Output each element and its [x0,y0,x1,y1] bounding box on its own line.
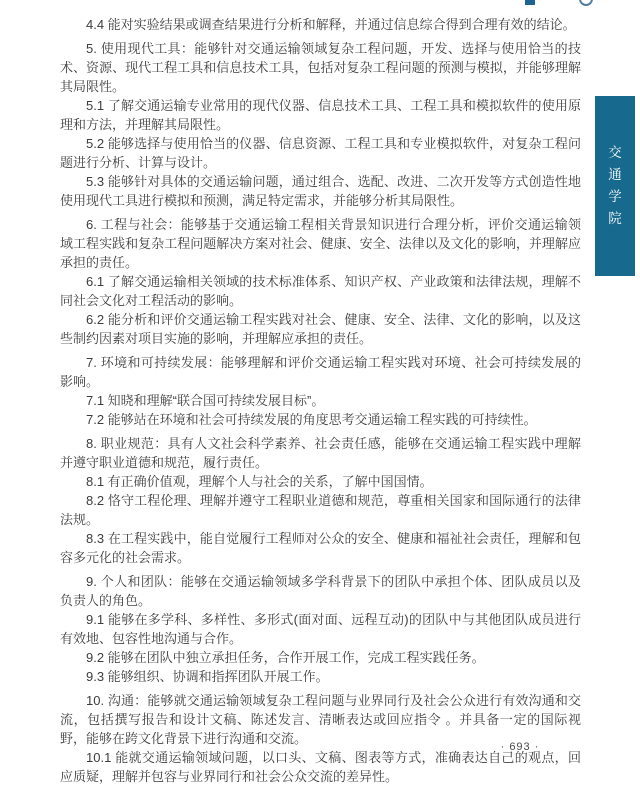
paragraph: 7. 环境和可持续发展：能够理解和评价交通运输工程实践对环境、社会可持续发展的影响。 [60,355,581,389]
document-text [60,15,581,786]
paragraph: 6.2 能分析和评价交通运输工程实践对社会、健康、安全、法律、文化的影响，以及这些制约因素对项目实施的影响，并理解应承担的责任。 [60,312,581,346]
paragraph: 5.1 了解交通运输专业常用的现代仪器、信息技术工具、工程工具和模拟软件的使用原理和方法，并理解其局限性。 [60,98,581,132]
paragraph: 7.1 知晓和理解“联合国可持续发展目标”。 [86,393,325,408]
paragraph: 9. 个人和团队：能够在交通运输领域多学科背景下的团队中承担个体、团队成员以及负责人的角色。 [60,574,581,608]
paragraph: 5.2 能够选择与使用恰当的仪器、信息资源、工程工具和专业模拟软件，对复杂工程问题进行分析、计算与设计。 [60,136,581,170]
paragraph: 8.1 有正确价值观，理解个人与社会的关系，了解中国国情。 [86,474,433,489]
paragraph: 8.2 恪守工程伦理、理解并遵守工程职业道德和规范，尊重相关国家和国际通行的法律法规。 [60,493,581,527]
paragraph: 7.2 能够站在环境和社会可持续发展的角度思考交通运输工程实践的可持续性。 [86,412,537,427]
paragraph: 8.3 在工程实践中，能自觉履行工程师对公众的安全、健康和福祉社会责任，理解和包容多元化的社会需求。 [60,531,581,565]
paragraph: 4.4 能对实验结果或调查结果进行分析和解释，并通过信息综合得到合理有效的结论。 [86,17,576,32]
page-number: · 693 · [500,741,540,753]
logo-square-icon [525,0,535,5]
paragraph: 6. 工程与社会：能够基于交通运输工程相关背景知识进行合理分析，评价交通运输领域工程实践和复杂工程问题解决方案对社会、健康、安全、法律以及文化的影响，并理解应承担的责任。 [60,217,581,270]
paragraph: 6.1 了解交通运输相关领域的技术标准体系、知识产权、产业政策和法律法规，理解不同社会文化对工程活动的影响。 [60,274,581,308]
paragraph: 9.3 能够组织、协调和指挥团队开展工作。 [86,669,329,684]
paragraph: 10.1 能就交通运输领域问题，以口头、文稿、图表等方式，准确表达自己的观点，回应质疑，理解并包容与业界同行和社会公众交流的差异性。 [60,750,581,784]
side-tab-school [595,96,635,276]
paragraph: 8. 职业规范：具有人文社会科学素养、社会责任感，能够在交通运输工程实践中理解并遵守职业道德和规范，履行责任。 [60,436,581,470]
paragraph: 9.2 能够在团队中独立承担任务，合作开展工作，完成工程实践任务。 [86,650,485,665]
paragraph: 9.1 能够在多学科、多样性、多形式(面对面、远程互动)的团队中与其他团队成员进行有效地、包容性地沟通与合作。 [60,612,581,646]
side-tab-label: 交通学院 [608,145,622,226]
paragraph: 5.3 能够针对具体的交通运输问题，通过组合、选配、改进、二次开发等方式创造性地使用现代工具进行模拟和预测，满足特定需求，并能够分析其局限性。 [60,174,581,208]
logo-ring-icon [579,0,593,6]
paragraph: 10. 沟通：能够就交通运输领域复杂工程问题与业界同行及社会公众进行有效沟通和交流，包括撰写报告和设计文稿、陈述发言、清晰表达或回应指令 。并具备一定的国际视野，能够在跨文化背景下进行沟通和交流。 [60,693,581,746]
paragraph: 5. 使用现代工具：能够针对交通运输领域复杂工程问题，开发、选择与使用恰当的技术、资源、现代工程工具和信息技术工具，包括对复杂工程问题的预测与模拟，并能够理解其局限性。 [60,41,581,94]
